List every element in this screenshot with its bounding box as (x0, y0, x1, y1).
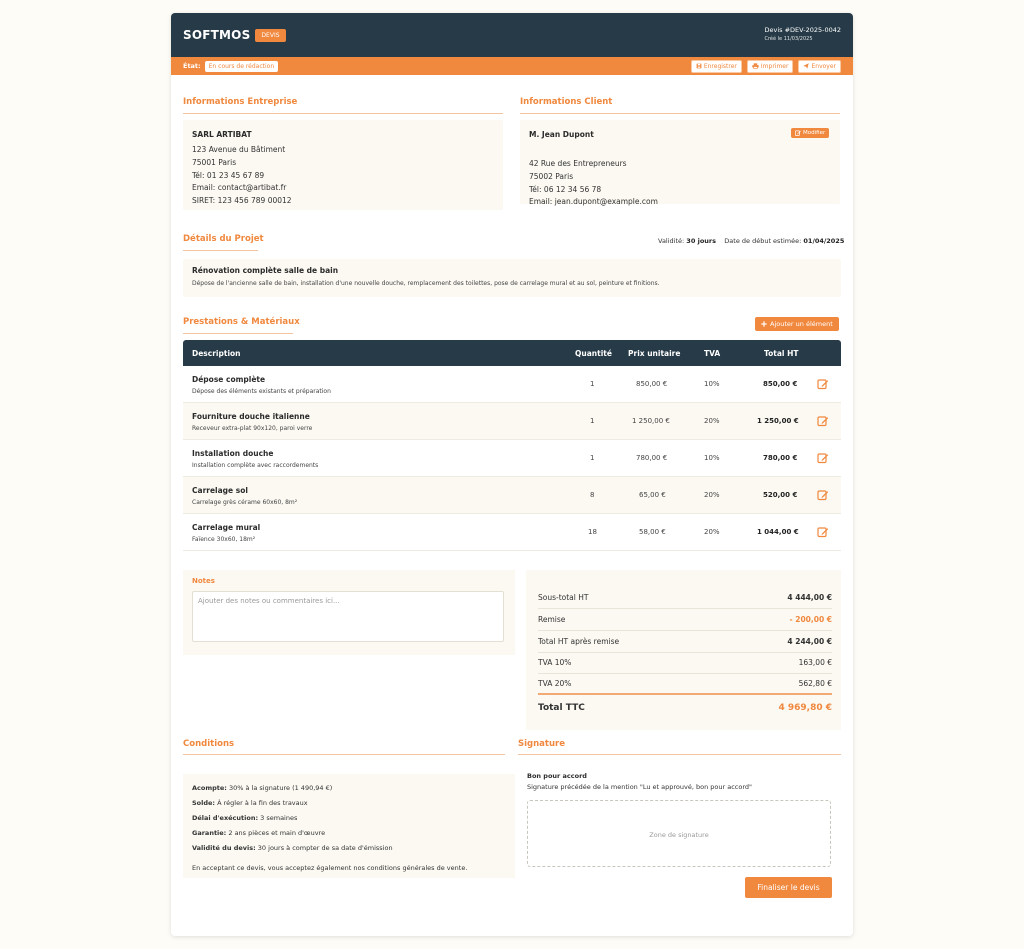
created-date: Créé le 11/03/2025 (764, 36, 813, 42)
modify-client-button[interactable] (791, 128, 829, 138)
brand (183, 28, 286, 42)
doc-number: Devis #DEV-2025-0042 (764, 26, 841, 34)
condition-deposit (192, 784, 332, 792)
col-unit-price: Prix unitaire (628, 349, 681, 358)
vat20-value: 562,80 € (798, 679, 832, 688)
item-total: 780,00 € (763, 454, 798, 462)
status-bar (171, 57, 853, 75)
vat10-label: TVA 10% (538, 658, 572, 667)
items-table-header (183, 340, 841, 366)
item-description: Carrelage grès cérame 60x60, 8m² (192, 499, 298, 506)
item-total: 1 044,00 € (757, 528, 799, 536)
condition-text: 30% à la signature (1 490,94 €) (228, 784, 333, 792)
item-unit-price: 850,00 € (636, 380, 668, 388)
validity-label: Validité: (658, 237, 685, 245)
vat10-value: 163,00 € (798, 658, 832, 667)
total-row (538, 703, 832, 713)
item-title: Carrelage sol (192, 486, 248, 495)
conditions-divider (183, 754, 505, 755)
company-section-title: Informations Entreprise (183, 97, 298, 107)
item-unit-price: 65,00 € (639, 491, 666, 499)
add-item-label: Ajouter un élément (770, 320, 833, 328)
company-name: SARL ARTIBAT (192, 130, 252, 139)
items-section-title: Prestations & Matériaux (183, 317, 300, 327)
project-section-title: Détails du Projet (183, 234, 264, 244)
status-label: État: (183, 62, 201, 70)
notes-textarea[interactable]: Ajouter des notes ou commentaires ici... (192, 591, 504, 642)
company-phone: Tél: 01 23 45 67 89 (192, 170, 265, 180)
item-total: 1 250,00 € (757, 417, 799, 425)
table-row (183, 403, 841, 440)
condition-label: Validité du devis: (192, 844, 256, 852)
col-total: Total HT (764, 349, 799, 358)
item-vat: 20% (704, 417, 720, 425)
item-quantity: 1 (590, 454, 595, 462)
company-city: 75001 Paris (192, 157, 237, 167)
item-vat: 20% (704, 528, 720, 536)
item-description: Dépose des éléments existants et préparation (192, 388, 331, 395)
condition-label: Solde: (192, 799, 216, 807)
save-button[interactable] (691, 60, 742, 73)
item-description: Installation complète avec raccordements (192, 462, 319, 469)
client-section-title: Informations Client (520, 97, 613, 107)
condition-balance (192, 799, 308, 807)
signature-heading: Bon pour accord (527, 772, 587, 780)
notes-panel (183, 570, 515, 655)
vat20-row (538, 679, 832, 688)
after-discount-value: 4 244,00 € (787, 637, 832, 646)
project-meta (658, 237, 844, 245)
condition-validity (192, 844, 393, 852)
edit-icon[interactable] (817, 378, 829, 390)
print-icon (752, 63, 759, 69)
project-details (183, 259, 841, 297)
total-divider (538, 693, 832, 695)
signature-instruction: Signature précédée de la mention "Lu et approuvé, bon pour accord" (527, 783, 753, 791)
divider (538, 652, 832, 653)
item-title: Installation douche (192, 449, 274, 458)
condition-text: À régler à la fin des travaux (217, 799, 308, 807)
discount-row (538, 615, 832, 624)
edit-icon[interactable] (817, 526, 829, 538)
company-info (183, 120, 503, 210)
items-divider (183, 333, 293, 334)
item-title: Carrelage mural (192, 523, 261, 532)
condition-warranty (192, 829, 325, 837)
project-divider (183, 250, 258, 251)
start-date-value: 01/04/2025 (803, 237, 845, 245)
item-total: 850,00 € (763, 380, 798, 388)
col-description: Description (192, 349, 241, 358)
send-button[interactable] (798, 60, 841, 73)
table-row (183, 477, 841, 514)
edit-icon[interactable] (817, 452, 829, 464)
signature-section-title: Signature (518, 739, 565, 749)
company-divider (183, 113, 503, 114)
edit-icon (795, 130, 801, 136)
item-vat: 10% (704, 380, 720, 388)
project-name: Rénovation complète salle de bain (192, 266, 339, 275)
col-quantity: Quantité (575, 349, 612, 358)
add-item-button[interactable] (755, 317, 839, 331)
item-total: 520,00 € (763, 491, 798, 499)
client-info (520, 120, 840, 207)
start-date-label: Date de début estimée: (724, 237, 802, 245)
edit-icon[interactable] (817, 415, 829, 427)
edit-icon[interactable] (817, 489, 829, 501)
company-siret: SIRET: 123 456 789 00012 (192, 196, 292, 206)
item-quantity: 1 (590, 417, 595, 425)
condition-label: Garantie: (192, 829, 227, 837)
send-icon (803, 63, 809, 69)
item-quantity: 8 (590, 491, 595, 499)
table-row (183, 366, 841, 403)
vat20-label: TVA 20% (538, 679, 572, 688)
project-description: Dépose de l'ancienne salle de bain, installation d'une nouvelle douche, remplacement des toilettes, pose de carrelage mural et au sol, peinture et finitions. (192, 280, 660, 287)
condition-delay (192, 814, 297, 822)
status (183, 61, 278, 72)
quote-card (171, 13, 853, 936)
item-unit-price: 58,00 € (639, 528, 666, 536)
total-value: 4 969,80 € (778, 703, 832, 713)
doc-type-badge: DEVIS (255, 29, 285, 42)
after-discount-label: Total HT après remise (538, 637, 620, 646)
condition-text: 2 ans pièces et main d'œuvre (228, 829, 326, 837)
item-title: Dépose complète (192, 375, 266, 384)
item-vat: 20% (704, 491, 720, 499)
validity-value: 30 jours (686, 237, 717, 245)
plus-icon (761, 321, 767, 327)
subtotal-row (538, 593, 832, 602)
status-select[interactable]: En cours de rédaction (205, 61, 278, 72)
brand-name: SOFTMOS (183, 28, 251, 42)
item-description: Receveur extra-plat 90x120, paroi verre (192, 425, 313, 432)
app-header (171, 13, 853, 57)
modify-label: Modifier (803, 130, 826, 136)
save-icon (696, 63, 702, 69)
total-label: Total TTC (538, 703, 585, 713)
notes-label: Notes (192, 577, 215, 585)
client-name: M. Jean Dupont (529, 130, 594, 139)
totals-summary (526, 570, 841, 730)
conditions-section-title: Conditions (183, 739, 235, 749)
item-quantity: 18 (588, 528, 597, 536)
client-phone: Tél: 06 12 34 56 78 (529, 184, 602, 194)
conditions-panel (183, 774, 515, 878)
divider (538, 608, 832, 609)
item-title: Fourniture douche italienne (192, 412, 310, 421)
client-city: 75002 Paris (529, 171, 574, 181)
divider (538, 673, 832, 674)
item-description: Faïence 30x60, 18m² (192, 536, 256, 543)
subtotal-value: 4 444,00 € (787, 593, 832, 602)
company-details (192, 144, 292, 208)
company-email: Email: contact@artibat.fr (192, 183, 287, 193)
signature-divider (518, 754, 841, 755)
after-discount-row (538, 637, 832, 646)
item-unit-price: 780,00 € (636, 454, 668, 462)
toolbar (691, 60, 841, 73)
divider (538, 630, 832, 631)
condition-label: Acompte: (192, 784, 227, 792)
print-button[interactable] (747, 60, 794, 73)
item-unit-price: 1 250,00 € (632, 417, 670, 425)
signature-placeholder: Zone de signature (649, 831, 709, 839)
table-row (183, 514, 841, 551)
table-row (183, 440, 841, 477)
send-label: Envoyer (811, 62, 836, 70)
subtotal-label: Sous-total HT (538, 593, 589, 602)
item-quantity: 1 (590, 380, 595, 388)
condition-text: 30 jours à compter de sa date d'émission (257, 844, 393, 852)
client-details (529, 158, 658, 209)
save-label: Enregistrer (703, 62, 737, 70)
signature-zone[interactable] (527, 800, 831, 867)
discount-label: Remise (538, 615, 566, 624)
finalize-button[interactable]: Finaliser le devis (745, 877, 832, 898)
col-vat: TVA (704, 349, 721, 358)
conditions-footer: En acceptant ce devis, vous acceptez également nos conditions générales de vente. (192, 864, 468, 872)
client-address: 42 Rue des Entrepreneurs (529, 159, 627, 168)
condition-label: Délai d'exécution: (192, 814, 259, 822)
condition-text: 3 semaines (260, 814, 298, 822)
company-address: 123 Avenue du Bâtiment (192, 145, 286, 154)
client-divider (520, 113, 840, 114)
doc-reference (764, 26, 841, 44)
item-vat: 10% (704, 454, 720, 462)
print-label: Imprimer (760, 62, 789, 70)
client-email: Email: jean.dupont@example.com (529, 197, 658, 207)
discount-value: - 200,00 € (789, 615, 832, 624)
vat10-row (538, 658, 832, 667)
